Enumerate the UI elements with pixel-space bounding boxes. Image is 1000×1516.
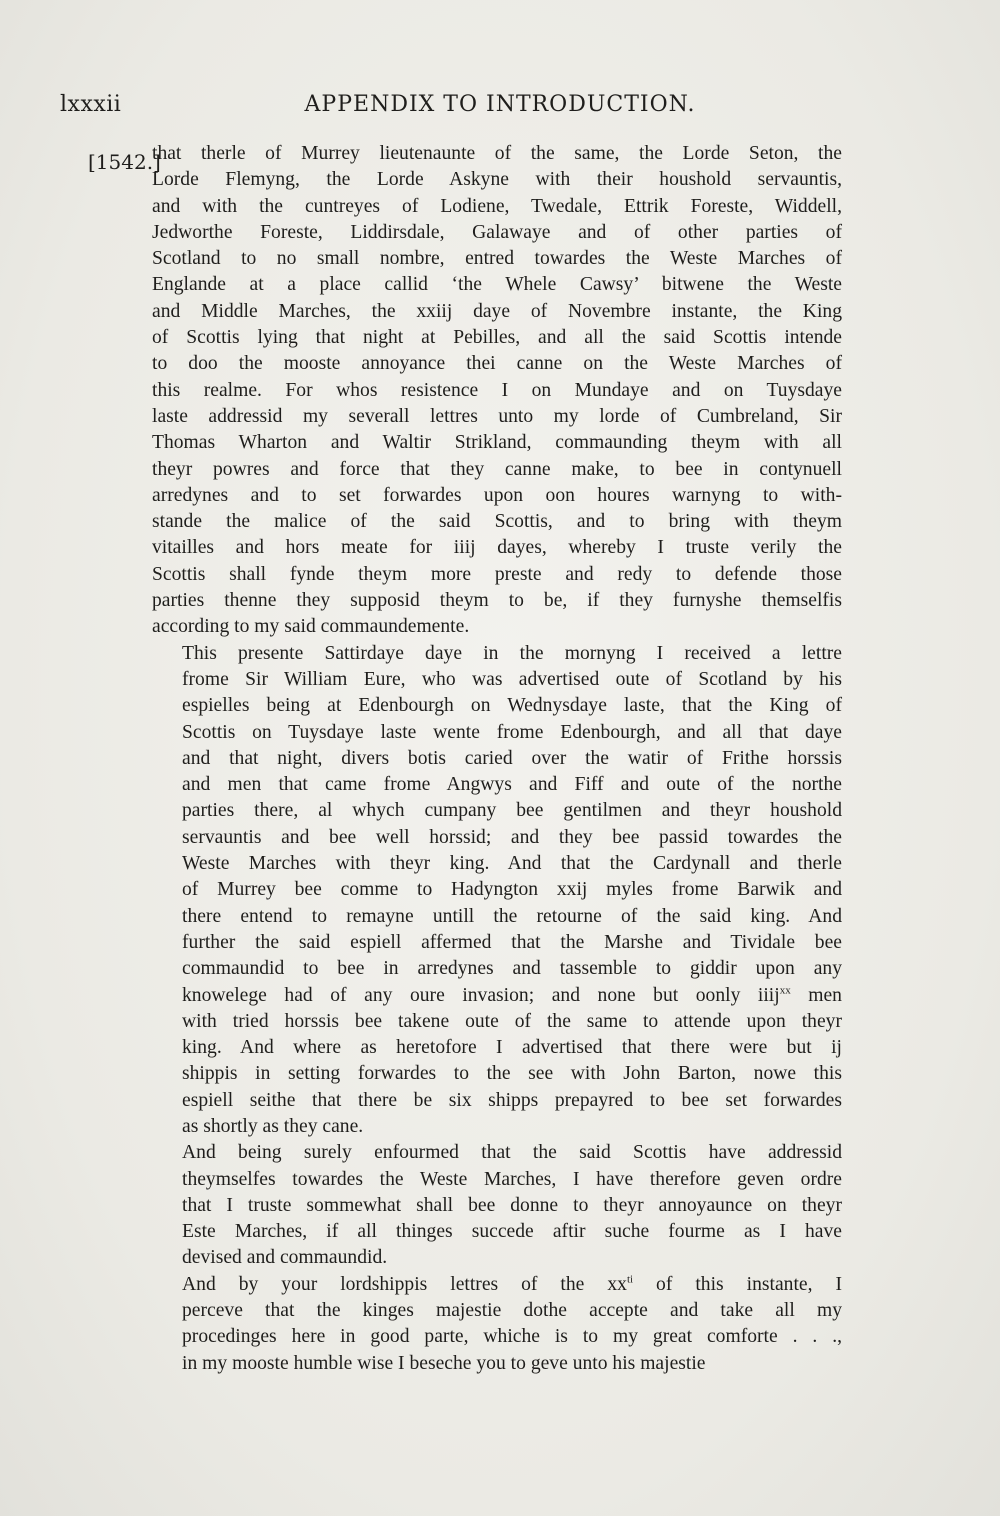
text-line: commaundid to bee in arredynes and tassemble to giddir upon any bbox=[182, 958, 842, 980]
superscript: xx bbox=[779, 983, 791, 996]
text-line: perceve that the kinges majestie dothe accepte and take all my bbox=[182, 1300, 842, 1322]
text-line: procedinges here in good parte, whiche is to my great comforte . . ., bbox=[182, 1326, 842, 1348]
paragraph bbox=[152, 141, 842, 641]
text-line: shippis in setting forwardes to the see with John Barton, nowe this bbox=[182, 1063, 842, 1085]
text-line: Lorde Flemyng, the Lorde Askyne with their houshold servauntis, bbox=[152, 169, 842, 191]
text-line: and men that came frome Angwys and Fiff and oute of the northe bbox=[182, 774, 842, 796]
text-line: Scotland to no small nombre, entred towardes the Weste Marches of bbox=[152, 248, 842, 270]
text-line: king. And where as heretofore I advertised that there were but ij bbox=[182, 1037, 842, 1059]
superscript-tail: men bbox=[790, 984, 842, 1006]
text-line: arredynes and to set forwardes upon oon houres warnyng to with- bbox=[152, 484, 842, 506]
text-line: that I truste sommewhat shall bee donne to theyr annoyaunce on theyr bbox=[182, 1194, 842, 1216]
text-line: and Middle Marches, the xxiij daye of Novembre instante, the King bbox=[152, 300, 842, 322]
margin-year: [1542.] bbox=[88, 150, 161, 174]
text-line: This presente Sattirdaye daye in the mornyng I received a lettre bbox=[182, 642, 842, 664]
text-line: Thomas Wharton and Waltir Strikland, commaunding theym with all bbox=[152, 432, 842, 454]
page-header bbox=[60, 92, 940, 128]
paragraph bbox=[152, 641, 842, 1141]
text-line: Englande at a place callid ‘the Whele Cawsy’ bitwene the Weste bbox=[152, 274, 842, 296]
text-line: parties there, al whych cumpany bee gentilmen and theyr houshold bbox=[182, 800, 842, 822]
text-line: theymselfes towardes the Weste Marches, I have therefore geven ordre bbox=[182, 1168, 842, 1190]
superscript-tail: of this instante, I bbox=[633, 1273, 842, 1295]
text-line: frome Sir William Eure, who was advertised oute of Scotland by his bbox=[182, 668, 842, 690]
text-line: laste addressid my severall lettres unto my lorde of Cumbreland, Sir bbox=[152, 405, 842, 427]
text-line: Jedworthe Foreste, Liddirsdale, Galawaye and of other parties of bbox=[152, 221, 842, 243]
text-line: of Murrey bee comme to Hadyngton xxij myles frome Barwik and bbox=[182, 879, 842, 901]
text-line: And being surely enfourmed that the said Scottis have addressid bbox=[182, 1142, 842, 1164]
text-line: Este Marches, if all thinges succede aftir suche fourme as I have bbox=[182, 1221, 842, 1243]
text-line: espiell seithe that there be six shipps prepayred to bee set forwardes bbox=[182, 1089, 842, 1111]
text-line: espielles being at Edenbourgh on Wednysdaye laste, that the King of bbox=[182, 695, 842, 717]
text-line: as shortly as they cane. bbox=[182, 1115, 364, 1137]
running-title: APPENDIX TO INTRODUCTION. bbox=[304, 92, 696, 117]
text-line: Scottis shall fynde theym more preste and redy to defende those bbox=[152, 563, 842, 585]
text-line: to doo the mooste annoyance thei canne on the Weste Marches of bbox=[152, 353, 842, 375]
superscript: ti bbox=[626, 1273, 634, 1286]
text-line: parties thenne they supposid theym to be, if they furnyshe themselfis bbox=[152, 590, 842, 612]
text-line: of Scottis lying that night at Pebilles, and all the said Scottis intende bbox=[152, 327, 842, 349]
text-line: servauntis and bee well horssid; and they bee passid towardes the bbox=[182, 826, 842, 848]
text-line: Weste Marches with theyr king. And that the Cardynall and therle bbox=[182, 853, 842, 875]
text-line: further the said espiell affermed that the Marshe and Tividale bee bbox=[182, 931, 842, 953]
folio-number: lxxxii bbox=[60, 92, 122, 117]
text-line: stande the malice of the said Scottis, and to bring with theym bbox=[152, 511, 842, 533]
text-line: there entend to remayne untill the retourne of the said king. And bbox=[182, 905, 842, 927]
text-line: devised and commaundid. bbox=[182, 1247, 388, 1269]
paragraph bbox=[152, 1140, 842, 1271]
text-line: with tried horssis bee takene oute of the same to attende upon theyr bbox=[182, 1010, 842, 1032]
paragraph bbox=[152, 1272, 842, 1377]
text-line: according to my said commaundemente. bbox=[152, 616, 470, 638]
text-line: in my mooste humble wise I beseche you to geve unto his majestie bbox=[182, 1352, 706, 1374]
text-line: that therle of Murrey lieutenaunte of the same, the Lorde Seton, the bbox=[152, 143, 842, 164]
text-line: vitailles and hors meate for iiij dayes, whereby I truste verily the bbox=[152, 537, 842, 559]
text-line: Scottis on Tuysdaye laste wente frome Edenbourgh, and all that daye bbox=[182, 721, 842, 743]
text-line: And by your lordshippis lettres of the $xx^{ti}$ of this instante, I bbox=[182, 1273, 842, 1295]
text-line: knowelege had of any oure invasion; and none but oonly iiij$^{xx}$ men bbox=[182, 983, 842, 1006]
text-line: and that night, divers botis caried over the watir of Frithe horssis bbox=[182, 747, 842, 769]
body-text bbox=[152, 141, 842, 1377]
text-line: this realme. For whos resistence I on Mundaye and on Tuysdaye bbox=[152, 379, 842, 401]
text-line: and with the cuntreyes of Lodiene, Twedale, Ettrik Foreste, Widdell, bbox=[152, 195, 842, 217]
text-line: theyr powres and force that they canne make, to bee in contynuell bbox=[152, 458, 842, 480]
